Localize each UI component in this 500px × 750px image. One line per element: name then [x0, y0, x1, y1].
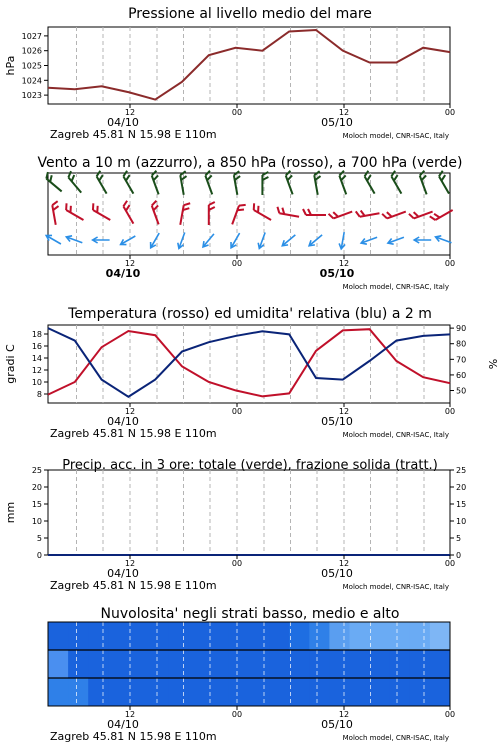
wind-barb-700hPa — [151, 171, 165, 195]
cloud-cell-medio — [410, 650, 431, 678]
cloud-cell-alto — [169, 622, 190, 650]
cloud-cell-medio — [128, 650, 149, 678]
cloud-cell-basso — [309, 678, 330, 706]
cloud-cell-medio — [390, 650, 411, 678]
wind-barb-850hPa — [64, 203, 87, 220]
cloud-cell-basso — [209, 678, 230, 706]
y-tick-label: 12 — [31, 366, 42, 375]
wind-barb-700hPa — [204, 171, 218, 195]
panel-frame-3 — [48, 325, 450, 403]
x-tick-label: 12 — [338, 559, 350, 568]
cloud-cell-basso — [149, 678, 170, 706]
wind-barb-850hPa — [180, 202, 190, 226]
credit-label: Moloch model, CNR-ISAC, Italy — [342, 283, 449, 291]
date-label: 05/10 — [321, 116, 353, 129]
location-label: Zagreb 45.81 N 15.98 E 110m — [50, 128, 217, 141]
credit-label: Moloch model, CNR-ISAC, Italy — [342, 734, 449, 742]
date-label: 04/10 — [107, 718, 139, 731]
wind-barb-10m — [338, 232, 347, 250]
cloud-cell-medio — [108, 650, 129, 678]
cloud-cell-basso — [88, 678, 109, 706]
cloud-cell-alto — [370, 622, 391, 650]
cloud-cell-medio — [289, 650, 310, 678]
y-right-tick-label: 15 — [456, 500, 467, 509]
y-right-tick-label: 20 — [456, 483, 467, 492]
y-right-tick-label: 70 — [456, 355, 467, 365]
y-right-tick-label: 0 — [456, 551, 462, 560]
y-tick-label: 5 — [36, 534, 42, 543]
wind-barb-700hPa — [338, 171, 352, 195]
wind-barb-10m — [307, 233, 324, 249]
y-right-tick-label: 25 — [456, 466, 467, 475]
temperature-line — [48, 329, 450, 396]
cloud-cell-basso — [128, 678, 149, 706]
wind-barb-700hPa — [438, 171, 455, 194]
y-axis-label: mm — [4, 501, 17, 524]
wind-barb-850hPa — [356, 207, 380, 217]
cloud-cell-alto — [390, 622, 411, 650]
y-tick-label: 1024 — [21, 76, 42, 86]
wind-barb-700hPa — [180, 171, 190, 195]
wind-barb-10m — [257, 231, 268, 249]
wind-barb-10m — [414, 237, 431, 243]
chart-title: Precip. acc. in 3 ore: totale (verde), frazione solida (tratt.) — [62, 458, 438, 473]
x-tick-label: 12 — [338, 407, 350, 416]
y-right-tick-label: 80 — [456, 339, 467, 349]
wind-barb-10m — [65, 234, 83, 245]
y-right-tick-label: 90 — [456, 324, 467, 334]
cloud-cell-medio — [350, 650, 371, 678]
cloud-cell-medio — [329, 650, 350, 678]
cloud-cell-medio — [88, 650, 109, 678]
y-tick-label: 1025 — [21, 61, 42, 71]
wind-barb-850hPa — [276, 207, 300, 217]
x-tick-label: 12 — [338, 259, 350, 268]
cloud-cell-basso — [48, 678, 69, 706]
credit-label: Moloch model, CNR-ISAC, Italy — [342, 583, 449, 591]
y-axis-right-label: % — [486, 358, 499, 370]
cloud-cell-alto — [289, 622, 310, 650]
wind-barb-700hPa — [314, 171, 324, 195]
cloud-cell-alto — [229, 622, 250, 650]
y-tick-label: 18 — [31, 330, 42, 339]
date-label: 04/10 — [105, 267, 141, 280]
x-tick-label: 12 — [124, 108, 136, 117]
y-tick-label: 1026 — [21, 46, 42, 56]
y-right-tick-label: 10 — [456, 517, 467, 526]
cloud-cell-basso — [370, 678, 391, 706]
cloud-cell-medio — [269, 650, 290, 678]
cloud-cell-alto — [48, 622, 69, 650]
wind-barb-10m — [176, 231, 187, 249]
wind-barb-850hPa — [232, 203, 246, 227]
cloud-cell-alto — [128, 622, 149, 650]
x-tick-label: 00 — [444, 559, 456, 568]
chart-title: Nuvolosita' negli strati basso, medio e alto — [100, 606, 400, 622]
y-tick-label: 15 — [31, 500, 42, 509]
cloud-cell-alto — [269, 622, 290, 650]
y-axis-label: gradi C — [4, 344, 17, 384]
wind-barb-10m — [45, 233, 63, 247]
cloud-cell-medio — [229, 650, 250, 678]
y-tick-label: 25 — [31, 466, 42, 475]
wind-barb-850hPa — [209, 202, 215, 225]
panel-frame-4 — [48, 470, 450, 555]
wind-barb-700hPa — [285, 171, 299, 195]
wind-barb-10m — [119, 233, 137, 247]
cloud-cell-medio — [430, 650, 451, 678]
y-tick-label: 0 — [36, 551, 42, 560]
x-tick-label: 00 — [444, 108, 456, 117]
x-tick-label: 12 — [124, 407, 136, 416]
wind-barb-10m — [280, 233, 297, 249]
wind-barb-700hPa — [390, 171, 407, 194]
panel-frame-1 — [48, 27, 450, 104]
x-tick-label: 12 — [338, 710, 350, 719]
wind-barb-10m — [148, 232, 162, 250]
x-tick-label: 00 — [444, 259, 456, 268]
wind-barb-700hPa — [363, 171, 380, 194]
cloud-cell-medio — [209, 650, 230, 678]
wind-barb-10m — [387, 234, 405, 245]
cloud-cell-basso — [169, 678, 190, 706]
x-tick-label: 00 — [231, 559, 243, 568]
cloud-cell-alto — [350, 622, 371, 650]
cloud-cell-alto — [88, 622, 109, 650]
y-right-tick-label: 50 — [456, 386, 467, 396]
wind-barb-700hPa — [419, 171, 433, 195]
cloud-cell-basso — [329, 678, 350, 706]
cloud-cell-alto — [329, 622, 350, 650]
cloud-cell-basso — [269, 678, 290, 706]
cloud-cell-medio — [68, 650, 89, 678]
cloud-cell-basso — [108, 678, 129, 706]
cloud-cell-medio — [309, 650, 330, 678]
wind-barb-850hPa — [329, 206, 353, 220]
x-tick-label: 00 — [231, 407, 243, 416]
wind-barb-10m — [229, 232, 243, 250]
cloud-cell-basso — [430, 678, 451, 706]
cloud-cell-basso — [68, 678, 89, 706]
cloud-cell-basso — [249, 678, 270, 706]
x-tick-label: 00 — [231, 710, 243, 719]
y-tick-label: 1023 — [21, 91, 42, 101]
cloud-cell-basso — [289, 678, 310, 706]
x-tick-label: 12 — [124, 259, 136, 268]
cloud-cell-basso — [229, 678, 250, 706]
cloud-cell-alto — [189, 622, 210, 650]
cloud-cell-basso — [410, 678, 431, 706]
x-tick-label: 12 — [124, 710, 136, 719]
date-label: 05/10 — [319, 267, 355, 280]
x-tick-label: 00 — [444, 710, 456, 719]
location-label: Zagreb 45.81 N 15.98 E 110m — [50, 427, 217, 440]
wind-barb-850hPa — [303, 209, 326, 215]
cloud-cell-alto — [209, 622, 230, 650]
cloud-cell-alto — [68, 622, 89, 650]
wind-barb-850hPa — [430, 205, 453, 222]
x-tick-label: 12 — [338, 108, 350, 117]
x-tick-label: 00 — [231, 108, 243, 117]
humidity-line — [48, 328, 450, 397]
wind-barb-700hPa — [233, 171, 243, 195]
y-tick-label: 14 — [31, 354, 42, 363]
cloud-cell-alto — [309, 622, 330, 650]
cloud-cell-alto — [249, 622, 270, 650]
wind-barb-850hPa — [151, 201, 165, 225]
pressure-line — [48, 30, 450, 100]
wind-barb-850hPa — [90, 203, 113, 220]
wind-barb-850hPa — [409, 206, 433, 220]
cloud-cell-medio — [149, 650, 170, 678]
cloud-cell-medio — [48, 650, 69, 678]
cloud-cell-medio — [370, 650, 391, 678]
y-tick-label: 20 — [31, 483, 42, 492]
credit-label: Moloch model, CNR-ISAC, Italy — [342, 431, 449, 439]
y-tick-label: 8 — [36, 390, 42, 399]
cloud-cell-alto — [108, 622, 129, 650]
cloud-cell-alto — [410, 622, 431, 650]
date-label: 05/10 — [321, 718, 353, 731]
date-label: 05/10 — [321, 415, 353, 428]
cloud-cell-basso — [390, 678, 411, 706]
chart-title: Temperatura (rosso) ed umidita' relativa (blu) a 2 m — [68, 306, 432, 322]
cloud-cell-medio — [169, 650, 190, 678]
location-label: Zagreb 45.81 N 15.98 E 110m — [50, 579, 217, 592]
cloud-cell-basso — [189, 678, 210, 706]
cloud-cell-basso — [350, 678, 371, 706]
credit-label: Moloch model, CNR-ISAC, Italy — [342, 132, 449, 140]
wind-barb-850hPa — [251, 203, 274, 220]
wind-barb-850hPa — [382, 206, 406, 220]
wind-barb-700hPa — [44, 172, 65, 191]
date-label: 04/10 — [107, 415, 139, 428]
chart-title: Vento a 10 m (azzurro), a 850 hPa (rosso), a 700 hPa (verde) — [37, 155, 463, 171]
x-tick-label: 12 — [124, 559, 136, 568]
cloud-cell-alto — [430, 622, 451, 650]
y-tick-label: 1027 — [21, 31, 42, 41]
y-axis-label: hPa — [4, 55, 17, 76]
wind-barb-700hPa — [262, 172, 268, 195]
wind-barb-10m — [360, 234, 378, 245]
y-tick-label: 10 — [31, 517, 42, 526]
y-tick-label: 10 — [31, 378, 42, 387]
date-label: 05/10 — [321, 567, 353, 580]
cloud-cell-alto — [149, 622, 170, 650]
y-right-tick-label: 5 — [456, 534, 462, 543]
wind-barb-850hPa — [52, 201, 62, 225]
cloud-cell-medio — [189, 650, 210, 678]
cloud-cell-medio — [249, 650, 270, 678]
x-tick-label: 00 — [444, 407, 456, 416]
date-label: 04/10 — [107, 567, 139, 580]
wind-barb-10m — [201, 232, 217, 249]
location-label: Zagreb 45.81 N 15.98 E 110m — [50, 730, 217, 743]
y-right-tick-label: 60 — [456, 370, 467, 380]
chart-title: Pressione al livello medio del mare — [128, 6, 372, 22]
x-tick-label: 00 — [231, 259, 243, 268]
date-label: 04/10 — [107, 116, 139, 129]
y-tick-label: 16 — [31, 342, 42, 351]
wind-barb-10m — [93, 237, 110, 243]
